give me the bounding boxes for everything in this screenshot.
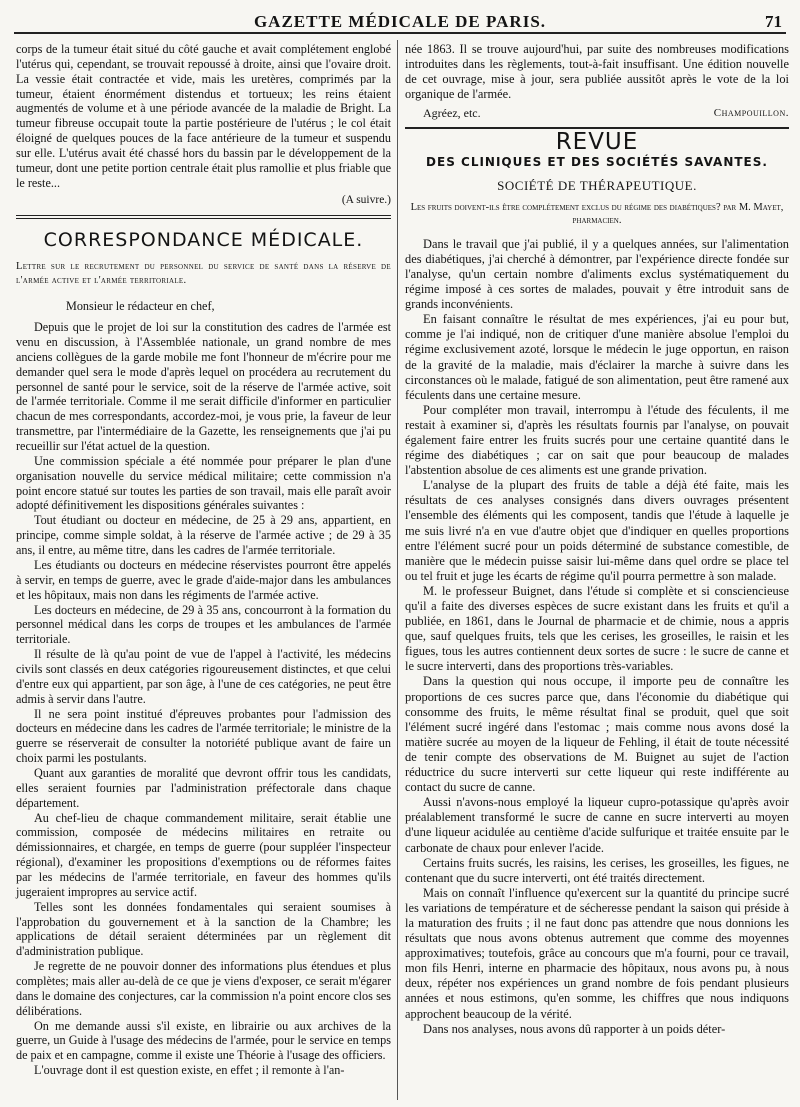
revue-subtitle: DES CLINIQUES ET DES SOCIÉTÉS SAVANTES. [426,154,768,169]
paragraph: Depuis que le projet de loi sur la constitution des cadres de l'armée est venu en discussion, à l'Assemblée nationale, un grand nombre de mes anciens collègues de la garde mobile me font l'honneur de m'écrire pour me demander quel sera le mode d'après lequel on procédera au recrutement du personnel de santé pour le service, soit de la réserve de l'armée active, soit de l'armée territoriale. Comme il me serait difficile d'informer en particulier chacun de mes correspondants, accordez-moi, je vous prie, la faveur de leur transmettre, par l'intermédiaire de la Gazette, les renseignements que j'ai pu recueillir sur l'état actuel de la question. [16,320,391,454]
paragraph: Je regrette de ne pouvoir donner des informations plus étendues et plus complètes; mais aller au-delà de ce que je viens d'exposer, ce serait m'égarer dans le domaine des conjectures, car la commission n'a point encore clos ses délibérations. [16,959,391,1018]
letter-continuation: née 1863. Il se trouve aujourd'hui, par suite des nombreuses modifications introduites dans les règlements, tout-à-fait insuffisant. Une édition nouvelle de cet ouvrage, mise à jour, sera publiée aussitôt après le vote de la loi organique de l'armée. [405,42,789,102]
section-rule [16,215,391,219]
paragraph: Pour compléter mon travail, interrompu à l'étude des féculents, il me restait à examiner si, d'après les résultats fournis par l'analyse, on pouvait également faire entrer les fruits sucrés pour une certaine quantité dans le régime des diabétiques ; car on sait que pour beaucoup de malades l'abstention absolue de ces aliments est une grande privation. [405,402,789,478]
paragraph: On me demande aussi s'il existe, en librairie ou aux archives de la guerre, un Guide à l'usage des médecins de l'armée, pour le service en temps de paix et en campagne, comme il existe une Théorie à l'usage des officiers. [16,1018,391,1063]
revue-title: REVUE [555,129,639,156]
paragraph: Certains fruits sucrés, les raisins, les cerises, les groseilles, les figues, ne contenant que du sucre interverti, ont été traités directement. [405,855,789,885]
paragraph: En faisant connaître le résultat de mes expériences, j'ai eu pour but, comme je l'ai indiqué, non de critiquer d'une manière absolue l'emploi du régime exclusivement azoté, lorsque le médecin le juge opportun, en raison de la gravité de la maladie, mais d'éclairer la marche à suivre dans les circonstances où le malade, fatigué de son alimentation, peut être ramené aux féculents dans une certaine mesure. [405,312,789,402]
salutation: Monsieur le rédacteur en chef, [66,299,215,314]
journal-title: GAZETTE MÉDICALE DE PARIS. [253,12,547,31]
paragraph: Au chef-lieu de chaque commandement militaire, serait établie une commission, composée de médecins militaires en retraite ou démissionnaires, et chargée, en temps de guerre (pour suppléer l'inspecteur régional), d'examiner les propositions d'exemptions ou de réformes faites par les médecins de l'armée territoriale, en faveur des hommes qu'ils jugeraient impropres au service actif. [16,810,391,899]
intro-paragraph: corps de la tumeur était situé du côté gauche et avait complétement englobé l'utérus qui, cependant, se trouvait repoussé à droite, ainsi que l'ovaire droit. La vessie était contractée et vide, mais les uretères, comprimés par la tumeur, étaient énormément distendus et tortueux; les reins étaient augmentés de volume et à une période avancée de la maladie de Bright. La tumeur fibreuse occupait toute la partie postérieure de l'utérus ; le col était éloigné de quelques pouces de la face antérieure de la tumeur et suspendu sur elle. L'utérus avait été chassé hors du bassin par le développement de la tumeur, dont une petite portion centrale était plus ramollie et plus friable que le reste... [16,42,391,190]
page-header [14,10,786,34]
paragraph: Mais on connaît l'influence qu'exercent sur la quantité du principe sucré les variations de température et de sécheresse pendant la saison qui préside à la maturation des fruits ; il ne faut donc pas attendre que nous donnions les résultats que nous avons obtenus autrement que comme des moyennes approximatives; toutefois, grâce au concours que m'a fourni, pour ce travail, mon fils Henri, interne en pharmacie des hôpitaux, nous avons pu, à nous deux, répéter nos expériences un grand nombre de fois pendant plusieurs années et nous estimons, qu'en somme, les chiffres que nous indiquons approchent beaucoup de la vérité. [405,885,789,1021]
paragraph: Les étudiants ou docteurs en médecine réservistes pourront être appelés à servir, en temps de guerre, avec le grade d'aide-major dans les ambulances et les hôpitaux, mais non dans les régiments de l'armée active. [16,557,391,602]
column-divider [397,40,398,1100]
to-be-continued: (A suivre.) [341,193,391,206]
paragraph: Dans nos analyses, nous avons dû rapporter à un poids déter- [423,1021,726,1036]
article-heading: Les fruits doivent-ils être complétement exclus du régime des diabétiques? par M. Mayet, pharmacien. [410,201,784,226]
paragraph: Tout étudiant ou docteur en médecine, de 25 à 29 ans, appartient, en principe, comme simple soldat, à la réserve de l'armée active ; de 29 à 35 ans, il entre, au même titre, dans les cadres de l'armée territoriale. [16,513,391,558]
letter-body [16,320,391,1078]
paragraph: Quant aux garanties de moralité que devront offrir tous les candidats, elles seraient fournies par l'administration préfectorale dans chaque département. [16,765,391,810]
paragraph: M. le professeur Buignet, dans l'étude si complète et si consciencieuse qu'il a faite des diverses espèces de sucre existant dans les fruits et qu'il a publiée, en 1861, dans le Journal de pharmacie et de chimie, nous a appris que, sauf quelques fruits, tels que les cerises, les groseilles, le raisin et les figues, tous les autres contiennent deux sortes de sucre : le sucre de canne et le sucre interverti, dans des proportions très-variables. [405,583,789,674]
paragraph: Dans le travail que j'ai publié, il y a quelques années, sur l'alimentation des diabétiques, j'ai cherché à démontrer, par l'expérience directe fondée sur l'analyse, qu'un certain nombre d'aliments exclus systématiquement du régime imposé à ces sortes de malades, pouvait y être introduit sans de grands inconvénients. [405,236,789,312]
paragraph: Il ne sera point institué d'épreuves probantes pour l'admission des docteurs en médecine dans les cadres de l'armée territoriale; le ministre de la guerre se réserverait de consulter la notoriété publique avant de faire un choix parmi les postulants. [16,706,391,766]
letter-heading: Lettre sur le recrutement du personnel du service de santé dans la réserve de l'armée active et l'armée territoriale. [16,261,391,286]
signature-row [405,106,789,121]
article-body [405,237,789,1037]
right-column [405,42,789,1037]
page-number: 71 [765,12,782,31]
left-column [16,42,391,1078]
society-title: SOCIÉTÉ DE THÉRAPEUTIQUE. [497,177,697,193]
signature: Champouillon. [713,107,789,120]
paragraph: L'analyse de la plupart des fruits de table a déjà été faite, mais les résultats de ces analyses consignés dans divers ouvrages présentent l'ensemble des éléments qui les composent, tandis que l'étude à laquelle je me suis livré n'a en vue d'autre objet que d'indiquer en quelles proportions entre l'élément sucré pour un poids déterminé de substance comestible, de manière que le médecin puisse saisir lui-même dans quel ordre se place tel ou tel fruit et juge les écarts de régime qu'il pourra permettre à son malade. [405,478,789,583]
paragraph: Dans la question qui nous occupe, il importe peu de connaître les proportions de ces sucres parce que, dans l'économie du diabétique qui consomme des fruits, le même résultat final se produit, quel que soit l'élément sucré ingéré dans l'estomac ; mais comme nous avons dosé la matière sucrée au moyen de la liqueur de Fehling, il était de toute nécessité de tenir compte des observations de M. Buignet au sujet de l'action réductrice du sucre interverti sur cette liqueur qui reste indifférente au contact du sucre de canne. [405,674,789,795]
section-title: CORRESPONDANCE MÉDICALE. [43,229,364,252]
paragraph: Les docteurs en médecine, de 29 à 35 ans, concourront à la formation du personnel médical dans les corps de troupes et les ambulances de l'armée territoriale. [16,602,391,647]
paragraph: Aussi n'avons-nous employé la liqueur cupro-potassique qu'après avoir préalablement transformé le sucre de canne en sucre interverti au moyen d'une liqueur acidulée au centième d'acide sulfurique et traitée ensuite par le carbonate de chaux pour enlever l'acide. [405,795,789,855]
paragraph: L'ouvrage dont il est question existe, en effet ; il remonte à l'an- [34,1063,345,1078]
paragraph: Il résulte de là qu'au point de vue de l'appel à l'activité, les médecins civils sont classés en deux catégories rigoureusement distinctes, et que celui d'entre eux qui appartient, par son âge, à l'une de ces catégories, ne peut être admis à servir dans l'autre. [16,647,391,706]
paragraph: Une commission spéciale a été nommée pour préparer le plan d'une organisation nouvelle du service médical militaire; cette commission n'a point encore statué sur toutes les parties de son travail, mais elle paraît avoir adopté définitivement les dispositions générales suivantes : [16,453,391,513]
closing: Agréez, etc. [423,106,481,121]
paragraph: Telles sont les données fondamentales qui seraient soumises à l'approbation du gouvernement et à la sanction de la Chambre; les applications de détail seraient déterminées par un règlement dit d'administration publique. [16,899,391,959]
